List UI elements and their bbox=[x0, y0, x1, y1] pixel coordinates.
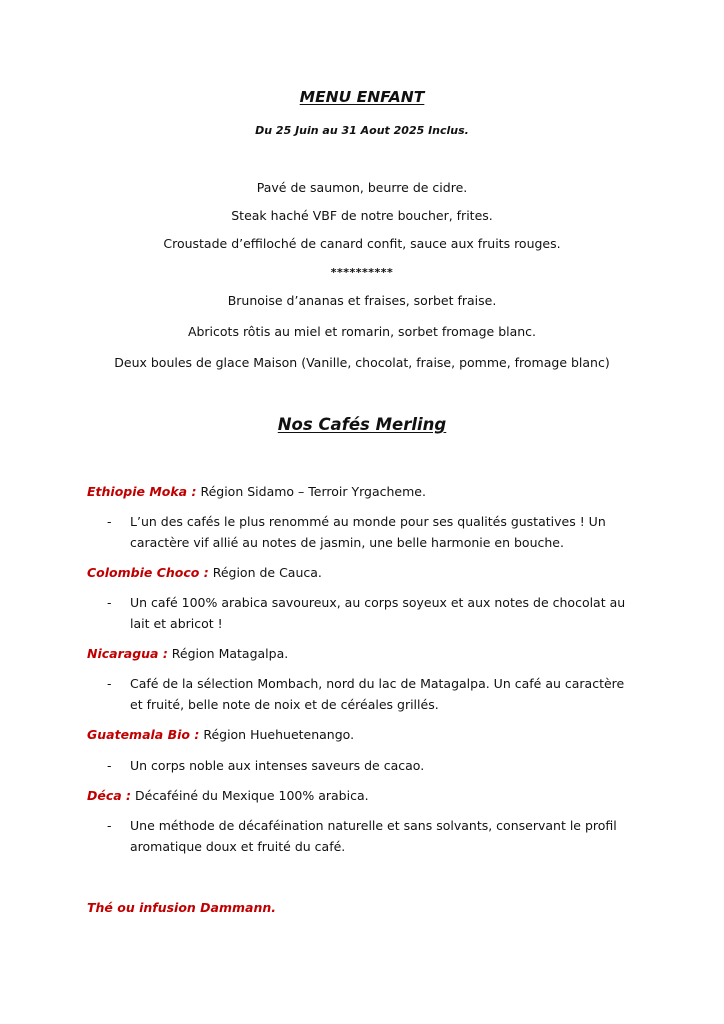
menu-title: MENU ENFANT bbox=[299, 88, 425, 106]
main-dish-2: Steak haché VBF de notre boucher, frites. bbox=[231, 208, 493, 223]
coffee-description: Café de la sélection Mombach, nord du lac de Matagalpa. Un café au caractère et fruité, belle note de noix et de céréales grillés. bbox=[130, 676, 625, 712]
dessert-2: Abricots rôtis au miel et romarin, sorbet fromage blanc. bbox=[187, 324, 537, 339]
cafes-title: Nos Cafés Merling bbox=[277, 415, 447, 434]
bullet-dash: - bbox=[107, 818, 112, 833]
the-infusion: Thé ou infusion Dammann. bbox=[87, 900, 277, 915]
coffee-region: Décaféiné du Mexique 100% arabica. bbox=[131, 788, 369, 803]
coffee-description: Un corps noble aux intenses saveurs de cacao. bbox=[130, 758, 425, 773]
main-dish-3: Croustade d’effiloché de canard confit, sauce aux fruits rouges. bbox=[163, 236, 561, 251]
coffee-name: Ethiopie Moka : bbox=[87, 484, 197, 499]
coffee-heading bbox=[87, 788, 369, 803]
main-dish-1: Pavé de saumon, beurre de cidre. bbox=[256, 180, 468, 195]
menu-dates: Du 25 Juin au 31 Aout 2025 Inclus. bbox=[255, 124, 469, 137]
coffee-region: Région Huehuetenango. bbox=[199, 727, 355, 742]
coffee-heading bbox=[87, 727, 354, 742]
coffee-description: Un café 100% arabica savoureux, au corps soyeux et aux notes de chocolat au lait et abricot ! bbox=[130, 595, 626, 631]
coffee-region: Région Sidamo – Terroir Yrgacheme. bbox=[196, 484, 426, 499]
coffee-name: Colombie Choco : bbox=[87, 565, 209, 580]
coffee-heading bbox=[87, 646, 288, 661]
dessert-3: Deux boules de glace Maison (Vanille, chocolat, fraise, pomme, fromage blanc) bbox=[114, 355, 610, 370]
coffee-name: Guatemala Bio : bbox=[87, 727, 200, 742]
coffee-heading bbox=[87, 484, 426, 499]
coffee-region: Région Matagalpa. bbox=[167, 646, 289, 661]
coffee-heading bbox=[87, 565, 322, 580]
bullet-dash: - bbox=[107, 514, 112, 529]
dessert-1: Brunoise d’ananas et fraises, sorbet fraise. bbox=[227, 293, 497, 308]
coffee-description: Une méthode de décaféination naturelle et sans solvants, conservant le profil aromatique doux et fruité du café. bbox=[130, 818, 617, 854]
bullet-dash: - bbox=[107, 758, 112, 773]
coffee-description: L’un des cafés le plus renommé au monde pour ses qualités gustatives ! Un caractère vif allié au notes de jasmin, une belle harmonie en bouche. bbox=[130, 514, 606, 550]
coffee-name: Déca : bbox=[87, 788, 132, 803]
bullet-dash: - bbox=[107, 676, 112, 691]
coffee-name: Nicaragua : bbox=[87, 646, 168, 661]
menu-separator: ********** bbox=[330, 266, 394, 279]
coffee-region: Région de Cauca. bbox=[208, 565, 322, 580]
bullet-dash: - bbox=[107, 595, 112, 610]
